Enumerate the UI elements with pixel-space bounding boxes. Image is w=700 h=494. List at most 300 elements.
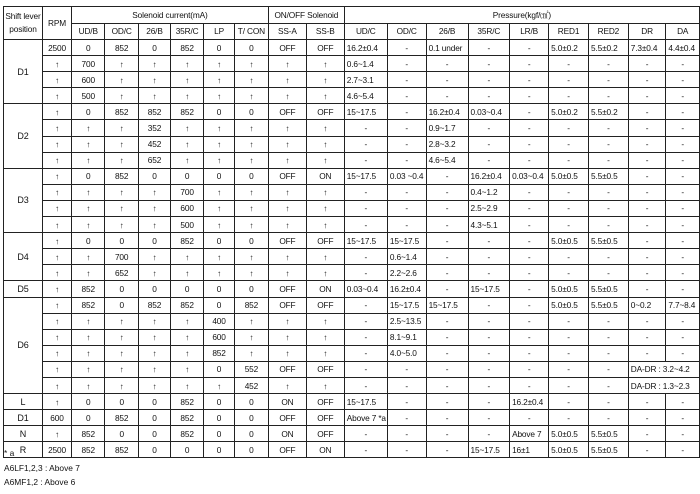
table-cell: 0 (204, 361, 235, 377)
table-cell: 0 (138, 168, 170, 184)
table-cell: ↑ (268, 56, 306, 72)
table-cell: - (426, 281, 468, 297)
table-cell: 0.6~1.4 (387, 249, 426, 265)
table-cell: - (588, 217, 628, 233)
table-cell: ↑ (170, 136, 203, 152)
table-row (4, 410, 700, 426)
table-cell: ↑ (105, 329, 139, 345)
table-cell: OFF (268, 233, 306, 249)
table-cell: 600 (170, 200, 203, 216)
table-cell: - (628, 233, 666, 249)
table-cell: - (387, 217, 426, 233)
table-cell: - (549, 88, 589, 104)
table-cell: - (628, 88, 666, 104)
table-cell: 852 (105, 104, 139, 120)
table-cell: ↑ (42, 217, 71, 233)
table-cell: 0.03~0.4 (344, 281, 387, 297)
table-cell: 0 (204, 442, 235, 458)
table-cell: - (510, 265, 549, 281)
table-cell: 15~17.5 (344, 233, 387, 249)
table-cell: ↑ (105, 200, 139, 216)
table-cell: - (666, 249, 700, 265)
table-cell: ↑ (42, 120, 71, 136)
table-cell: Above 7 *a (344, 410, 387, 426)
table-cell: 0 (138, 233, 170, 249)
table-cell: - (549, 249, 589, 265)
table-cell: - (588, 184, 628, 200)
subheader-cell: 35R/C (170, 23, 203, 40)
shift-position-label: D5 (4, 281, 43, 297)
table-cell: 852 (170, 297, 203, 313)
table-row (4, 72, 700, 88)
table-cell: ↑ (72, 361, 105, 377)
table-cell: ↑ (268, 136, 306, 152)
table-cell: ↑ (42, 281, 71, 297)
subheader-cell: OD/C (387, 23, 426, 40)
table-cell: ↑ (204, 120, 235, 136)
table-cell: 15~17.5 (468, 281, 510, 297)
table-cell: ↑ (170, 377, 203, 393)
table-cell: - (344, 361, 387, 377)
table-cell: - (549, 265, 589, 281)
table-cell: - (628, 104, 666, 120)
table-cell: ↑ (42, 152, 71, 168)
table-cell: 0 (234, 426, 268, 442)
table-cell: - (628, 184, 666, 200)
table-cell: ↑ (105, 72, 139, 88)
table-cell: - (387, 361, 426, 377)
table-cell: - (628, 394, 666, 410)
subheader-cell: SS-B (306, 23, 344, 40)
table-cell: - (387, 56, 426, 72)
table-cell: - (628, 410, 666, 426)
table-row (4, 442, 700, 458)
table-cell: - (510, 233, 549, 249)
table-cell: 5.5±0.5 (588, 281, 628, 297)
table-cell: 0 (72, 410, 105, 426)
table-cell: - (387, 442, 426, 458)
table-cell: 16.2±0.4 (344, 40, 387, 56)
table-cell: - (510, 152, 549, 168)
table-row (4, 361, 700, 377)
table-cell: 0.03~0.4 (468, 104, 510, 120)
table-cell: - (387, 88, 426, 104)
table-cell: ↑ (42, 136, 71, 152)
table-cell: 852 (105, 410, 139, 426)
table-cell: ↑ (268, 265, 306, 281)
table-cell: ↑ (234, 56, 268, 72)
table-cell: 0 (234, 442, 268, 458)
table-cell: - (628, 265, 666, 281)
table-cell: - (468, 313, 510, 329)
table-cell: 5.5±0.2 (588, 40, 628, 56)
table-cell: 852 (170, 40, 203, 56)
table-cell: ↑ (138, 377, 170, 393)
table-cell: ↑ (138, 265, 170, 281)
subheader-cell: 26/B (426, 23, 468, 40)
table-cell: 700 (72, 56, 105, 72)
table-cell: - (468, 394, 510, 410)
table-cell: ↑ (306, 184, 344, 200)
table-row (4, 136, 700, 152)
table-cell: 8.1~9.1 (387, 329, 426, 345)
table-cell: 0 (105, 426, 139, 442)
table-cell: 0 (72, 40, 105, 56)
table-row (4, 40, 700, 56)
table-cell: ↑ (42, 249, 71, 265)
table-cell: - (344, 265, 387, 281)
table-cell: - (387, 72, 426, 88)
table-cell: ↑ (306, 329, 344, 345)
table-cell: - (666, 88, 700, 104)
table-cell: - (628, 442, 666, 458)
table-cell: ↑ (306, 345, 344, 361)
table-cell: - (426, 377, 468, 393)
table-cell: ↑ (42, 361, 71, 377)
table-cell: 5.5±0.5 (588, 297, 628, 313)
table-cell: - (588, 329, 628, 345)
table-row (4, 313, 700, 329)
table-cell: ↑ (138, 345, 170, 361)
table-cell: - (628, 56, 666, 72)
table-cell: ↑ (204, 136, 235, 152)
table-row (4, 249, 700, 265)
table-cell: ↑ (234, 345, 268, 361)
table-cell: ↑ (42, 168, 71, 184)
table-cell: ↑ (204, 249, 235, 265)
table-cell: 4.0~5.0 (387, 345, 426, 361)
subheader-cell: OD/C (105, 23, 139, 40)
table-cell: ↑ (42, 233, 71, 249)
table-cell: 2.5~13.5 (387, 313, 426, 329)
table-cell: - (628, 313, 666, 329)
table-cell: 5.0±0.5 (549, 168, 589, 184)
table-cell: - (510, 184, 549, 200)
table-cell: OFF (268, 40, 306, 56)
table-row (4, 56, 700, 72)
table-cell: - (510, 217, 549, 233)
table-cell: 0 (204, 297, 235, 313)
table-cell: 0 (204, 168, 235, 184)
table-row (4, 426, 700, 442)
table-cell: - (344, 184, 387, 200)
table-cell: - (666, 184, 700, 200)
table-cell: 0 (234, 394, 268, 410)
table-row (4, 345, 700, 361)
table-cell: 852 (72, 442, 105, 458)
table-cell: - (426, 442, 468, 458)
table-cell: ↑ (306, 249, 344, 265)
table-cell: 2500 (42, 442, 71, 458)
table-cell: 5.0±0.2 (549, 104, 589, 120)
table-cell: ↑ (204, 265, 235, 281)
table-row (4, 281, 700, 297)
table-cell: - (588, 265, 628, 281)
table-cell: ↑ (72, 184, 105, 200)
table-cell: 0 (138, 40, 170, 56)
table-cell: ↑ (306, 72, 344, 88)
table-cell: - (666, 313, 700, 329)
table-cell: ↑ (72, 152, 105, 168)
table-cell: ↑ (42, 104, 71, 120)
table-cell: - (426, 426, 468, 442)
table-cell: Above 7 (510, 426, 549, 442)
table-cell: - (468, 297, 510, 313)
table-cell: - (549, 313, 589, 329)
table-cell: 0 (234, 168, 268, 184)
table-cell: 852 (72, 281, 105, 297)
table-cell: - (344, 329, 387, 345)
table-row (4, 394, 700, 410)
table-cell: 5.0±0.2 (549, 40, 589, 56)
table-cell: - (510, 410, 549, 426)
table-cell: 5.5±0.5 (588, 233, 628, 249)
table-cell: - (588, 88, 628, 104)
table-cell: 500 (72, 88, 105, 104)
table-cell: ↑ (138, 217, 170, 233)
table-cell: 852 (105, 40, 139, 56)
table-cell: 16.2±0.4 (468, 168, 510, 184)
table-cell: - (549, 217, 589, 233)
table-cell: ↑ (170, 56, 203, 72)
table-cell: - (387, 426, 426, 442)
table-cell: ↑ (306, 265, 344, 281)
shift-position-label: L (4, 394, 43, 410)
table-cell: - (426, 394, 468, 410)
table-cell: 852 (170, 104, 203, 120)
table-cell: - (468, 40, 510, 56)
table-cell: - (588, 56, 628, 72)
table-cell: ↑ (105, 217, 139, 233)
table-cell: ↑ (268, 120, 306, 136)
table-cell: 0 (204, 410, 235, 426)
table-cell: ↑ (204, 217, 235, 233)
table-cell: 2.7~3.1 (344, 72, 387, 88)
table-cell: ↑ (138, 313, 170, 329)
table-cell: 0 (204, 233, 235, 249)
table-cell: - (510, 88, 549, 104)
table-cell: ↑ (268, 313, 306, 329)
table-cell: ↑ (42, 265, 71, 281)
table-cell: ↑ (72, 249, 105, 265)
pressure-spec-table (3, 6, 700, 458)
table-cell: - (426, 168, 468, 184)
table-cell: - (468, 377, 510, 393)
table-cell: 16.2±0.4 (426, 104, 468, 120)
table-cell: - (510, 72, 549, 88)
table-cell: DA-DR : 1.3~2.3 (628, 377, 699, 393)
table-cell: 0 (170, 442, 203, 458)
table-cell: 15~17.5 (344, 168, 387, 184)
table-cell: 0.03 ~0.4 (387, 168, 426, 184)
table-cell: 600 (204, 329, 235, 345)
table-cell: ↑ (42, 345, 71, 361)
table-cell: OFF (306, 40, 344, 56)
table-cell: 0 (204, 426, 235, 442)
table-cell: - (426, 56, 468, 72)
table-cell: ↑ (105, 136, 139, 152)
table-cell: 0 (72, 168, 105, 184)
header-onoff-solenoid: ON/OFF Solenoid (268, 7, 344, 24)
table-cell: 0 (138, 394, 170, 410)
table-cell: - (344, 217, 387, 233)
table-cell: - (588, 313, 628, 329)
table-cell: - (468, 72, 510, 88)
table-cell: OFF (306, 361, 344, 377)
table-body (4, 40, 700, 458)
table-cell: - (387, 104, 426, 120)
table-cell: 2.5~2.9 (468, 200, 510, 216)
table-cell: - (549, 56, 589, 72)
table-cell: - (468, 152, 510, 168)
table-cell: - (588, 152, 628, 168)
table-cell: - (628, 249, 666, 265)
table-cell: - (344, 442, 387, 458)
table-cell: 400 (204, 313, 235, 329)
table-cell: - (426, 184, 468, 200)
table-cell: - (666, 394, 700, 410)
shift-position-label: D1 (4, 410, 43, 426)
table-cell: - (549, 345, 589, 361)
table-cell: - (666, 152, 700, 168)
table-cell: ↑ (72, 377, 105, 393)
table-cell: 0 (204, 281, 235, 297)
table-cell: 0.6~1.4 (344, 56, 387, 72)
table-cell: 15~17.5 (387, 233, 426, 249)
table-cell: OFF (268, 281, 306, 297)
table-cell: - (387, 184, 426, 200)
table-cell: - (510, 297, 549, 313)
table-row (4, 329, 700, 345)
shift-position-label: D3 (4, 168, 43, 232)
table-cell: 700 (170, 184, 203, 200)
table-header (4, 7, 700, 40)
table-row (4, 88, 700, 104)
table-cell: - (510, 249, 549, 265)
table-cell: - (387, 200, 426, 216)
table-cell: - (666, 120, 700, 136)
table-cell: ↑ (234, 249, 268, 265)
notes (4, 446, 80, 490)
table-cell: 0 (234, 104, 268, 120)
table-cell: - (628, 217, 666, 233)
table-cell: ↑ (170, 313, 203, 329)
table-cell: - (468, 329, 510, 345)
table-cell: ↑ (138, 361, 170, 377)
subheader-cell: LP (204, 23, 235, 40)
table-cell: - (588, 394, 628, 410)
table-cell: 0 (170, 168, 203, 184)
subheader-cell: DA (666, 23, 700, 40)
table-cell: 2.8~3.2 (426, 136, 468, 152)
table-cell: ↑ (138, 56, 170, 72)
table-cell: - (344, 152, 387, 168)
table-cell: 852 (234, 297, 268, 313)
table-cell: - (468, 410, 510, 426)
table-cell: 500 (170, 217, 203, 233)
shift-position-label: N (4, 426, 43, 442)
table-cell: - (387, 120, 426, 136)
table-cell: 852 (72, 297, 105, 313)
table-row (4, 265, 700, 281)
table-cell: OFF (268, 104, 306, 120)
table-cell: - (426, 88, 468, 104)
table-cell: OFF (268, 410, 306, 426)
table-cell: ↑ (204, 56, 235, 72)
table-cell: ↑ (42, 394, 71, 410)
table-cell: 0 (204, 104, 235, 120)
table-cell: - (344, 426, 387, 442)
table-cell: - (426, 217, 468, 233)
table-cell: ↑ (138, 88, 170, 104)
table-cell: - (510, 120, 549, 136)
table-cell: ↑ (105, 377, 139, 393)
table-cell: 452 (234, 377, 268, 393)
table-cell: - (426, 345, 468, 361)
table-cell: 852 (72, 426, 105, 442)
table-cell: 0 (105, 233, 139, 249)
table-cell: - (549, 120, 589, 136)
table-cell: 600 (42, 410, 71, 426)
table-cell: ↑ (204, 200, 235, 216)
table-cell: ↑ (42, 329, 71, 345)
table-cell: ↑ (234, 200, 268, 216)
table-cell: ON (306, 168, 344, 184)
table-row (4, 104, 700, 120)
table-cell: - (510, 313, 549, 329)
table-cell: 852 (170, 426, 203, 442)
table-cell: ↑ (105, 313, 139, 329)
table-cell: ↑ (234, 72, 268, 88)
table-cell: ↑ (234, 217, 268, 233)
table-cell: 0 (72, 394, 105, 410)
table-cell: 5.5±0.5 (588, 168, 628, 184)
table-cell: 352 (138, 120, 170, 136)
table-cell: ↑ (138, 200, 170, 216)
table-cell: ↑ (72, 329, 105, 345)
table-cell: ↑ (306, 200, 344, 216)
table-cell: ↑ (268, 329, 306, 345)
table-cell: - (549, 329, 589, 345)
table-cell: ↑ (42, 56, 71, 72)
table-cell: - (387, 40, 426, 56)
table-cell: DA-DR : 3.2~4.2 (628, 361, 699, 377)
note-line: A6LF1,2,3 : Above 7 (4, 462, 80, 473)
table-cell: 7.7~8.4 (666, 297, 700, 313)
table-cell: 0.1 under (426, 40, 468, 56)
table-cell: - (549, 394, 589, 410)
table-cell: - (666, 72, 700, 88)
table-cell: - (549, 136, 589, 152)
table-cell: - (468, 120, 510, 136)
table-cell: ↑ (234, 329, 268, 345)
table-cell: - (549, 184, 589, 200)
table-cell: ↑ (268, 345, 306, 361)
table-cell: ↑ (72, 136, 105, 152)
table-cell: 852 (138, 104, 170, 120)
table-cell: 0 (234, 281, 268, 297)
table-cell: 0.03~0.4 (510, 168, 549, 184)
table-cell: ↑ (42, 72, 71, 88)
table-cell: - (426, 72, 468, 88)
table-cell: - (666, 426, 700, 442)
table-row (4, 168, 700, 184)
table-cell: - (666, 200, 700, 216)
table-cell: 0 (138, 426, 170, 442)
table-cell: 5.5±0.5 (588, 426, 628, 442)
table-cell: - (666, 265, 700, 281)
table-cell: 700 (105, 249, 139, 265)
